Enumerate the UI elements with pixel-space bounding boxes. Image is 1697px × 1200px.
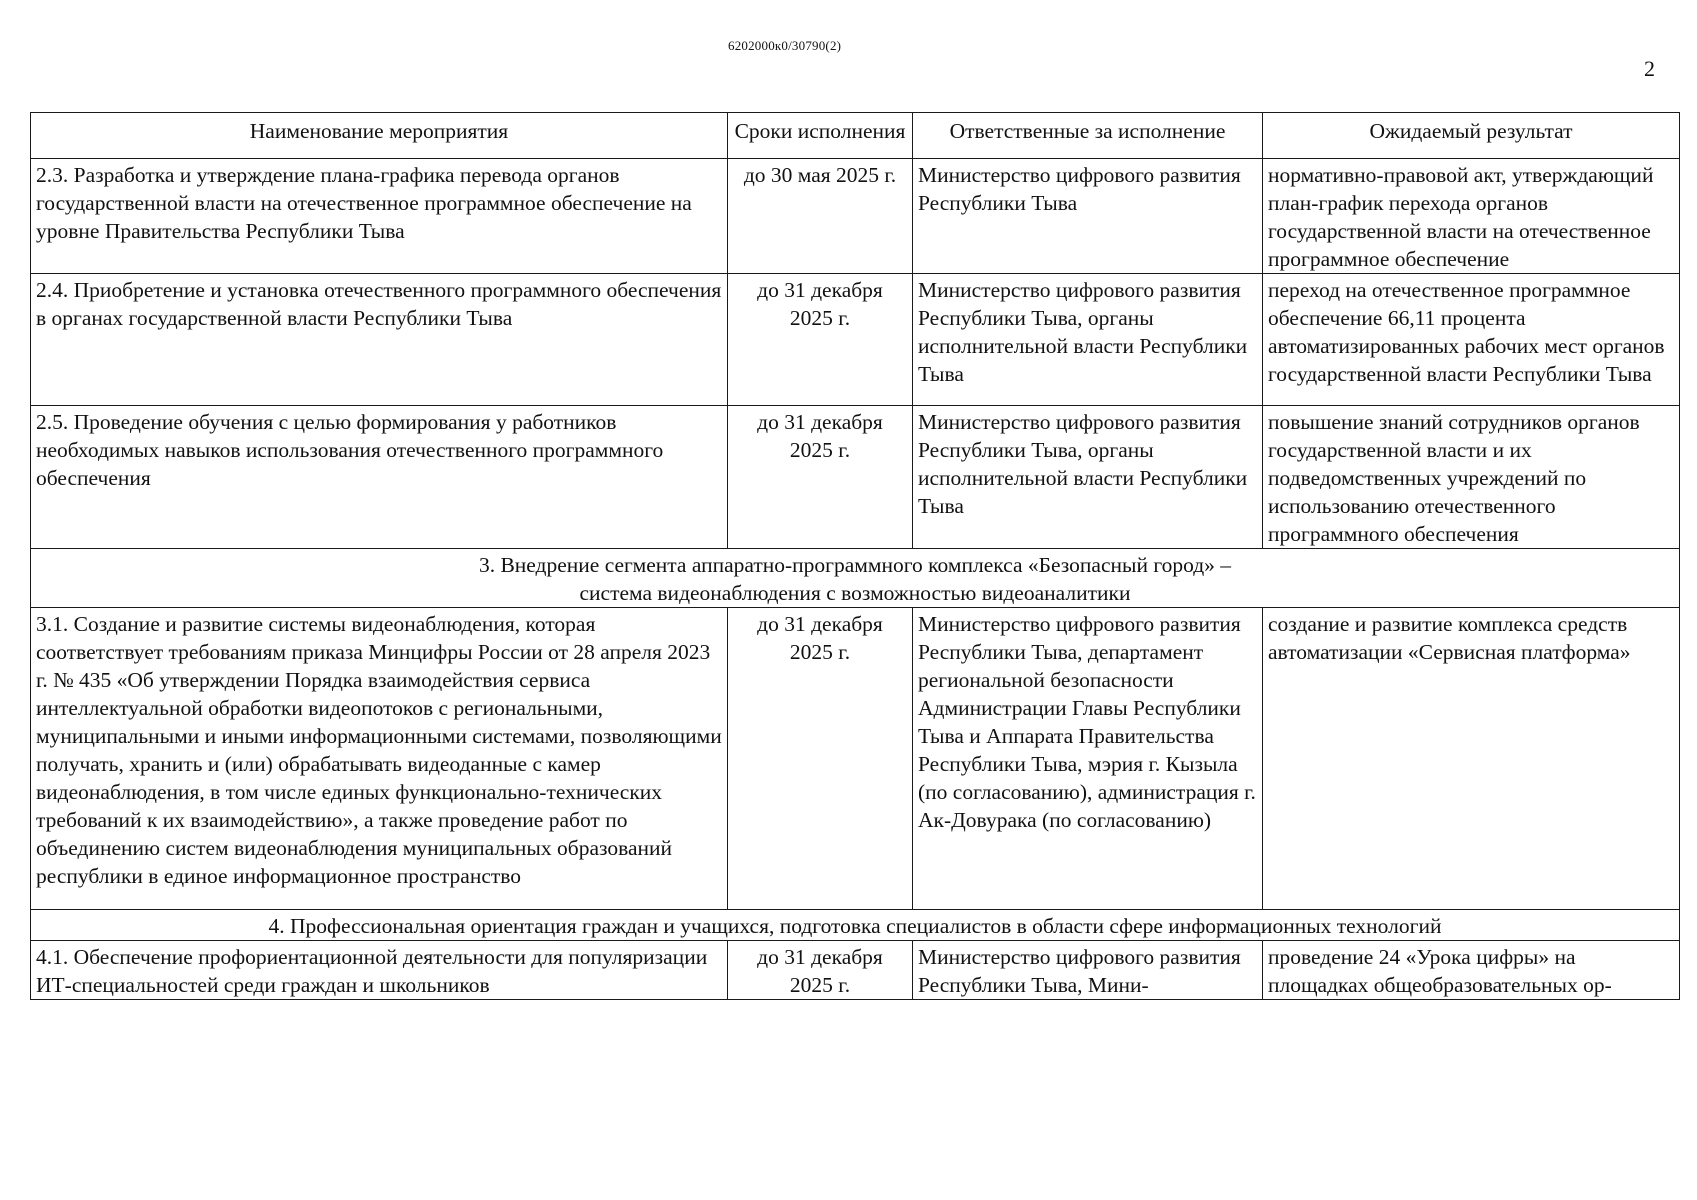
cell-result: проведение 24 «Урока цифры» на площадках общеобразовательных ор- [1263, 941, 1680, 1000]
cell-result: нормативно-правовой акт, утверждающий план-график перехода органов государственной власти на отечественное программное обеспечение [1263, 159, 1680, 274]
cell-responsible: Министерство цифрового развития Республики Тыва, органы исполнительной власти Республики Тыва [913, 274, 1263, 406]
section-heading-line: 3. Внедрение сегмента аппаратно-программного комплекса «Безопасный город» – [478, 553, 1232, 577]
table-row [31, 608, 1680, 910]
header-name: Наименование мероприятия [31, 113, 728, 159]
measures-table [30, 112, 1680, 1000]
header-result: Ожидаемый результат [1263, 113, 1680, 159]
cell-name: 2.4. Приобретение и установка отечественного программного обеспечения в органах государственной власти Республики Тыва [31, 274, 728, 406]
table-header-row [31, 113, 1680, 159]
cell-deadline: до 31 декабря 2025 г. [728, 608, 913, 910]
cell-result: повышение знаний сотрудников органов государственной власти и их подведомственных учреждений по использованию отечественного программного обеспечения [1263, 406, 1680, 549]
cell-responsible: Министерство цифрового развития Республики Тыва, органы исполнительной власти Республики Тыва [913, 406, 1263, 549]
section-heading [31, 910, 1680, 941]
cell-name: 3.1. Создание и развитие системы видеонаблюдения, которая соответствует требованиям приказа Минцифры России от 28 апреля 2023 г. № 435 «Об утверждении Порядка взаимодействия сервиса интеллектуальной обработки видеопотоков с региональными, муниципальными и иными информационными системами, позволяющими получать, хранить и (или) обрабатывать видеоданные с камер видеонаблюдения, в том числе единых функционально-технических требований к их взаимодействию», а также проведение работ по объединению систем видеонаблюдения муниципальных образований республики в единое информационное пространство [31, 608, 728, 910]
section-heading-line: 4. Профессиональная ориентация граждан и учащихся, подготовка специалистов в области сфере информационных технологий [268, 914, 1442, 938]
section-row [31, 910, 1680, 941]
cell-responsible: Министерство цифрового развития Республики Тыва, Мини- [913, 941, 1263, 1000]
table-row [31, 274, 1680, 406]
table-row [31, 406, 1680, 549]
cell-name: 2.3. Разработка и утверждение плана-графика перевода органов государственной власти на отечественное программное обеспечение на уровне Правительства Республики Тыва [31, 159, 728, 274]
cell-name: 4.1. Обеспечение профориентационной деятельности для популяризации ИТ-специальностей среди граждан и школьников [31, 941, 728, 1000]
header-responsible: Ответственные за исполнение [913, 113, 1263, 159]
page-number: 2 [1644, 56, 1655, 81]
section-heading-line: система видеонаблюдения с возможностью видеоаналитики [579, 581, 1131, 605]
header-deadline: Сроки исполнения [728, 113, 913, 159]
section-heading [31, 549, 1680, 608]
cell-result: переход на отечественное программное обеспечение 66,11 процента автоматизированных рабочих мест органов государственной власти Республики Тыва [1263, 274, 1680, 406]
section-row [31, 549, 1680, 608]
cell-name: 2.5. Проведение обучения с целью формирования у работников необходимых навыков использования отечественного программного обеспечения [31, 406, 728, 549]
document-code: 6202000к0/30790(2) [728, 38, 842, 53]
cell-responsible: Министерство цифрового развития Республики Тыва [913, 159, 1263, 274]
table-row [31, 941, 1680, 1000]
cell-result: создание и развитие комплекса средств автоматизации «Сервисная платформа» [1263, 608, 1680, 910]
cell-deadline: до 30 мая 2025 г. [728, 159, 913, 274]
cell-deadline: до 31 декабря 2025 г. [728, 274, 913, 406]
cell-deadline: до 31 декабря 2025 г. [728, 406, 913, 549]
cell-deadline: до 31 декабря 2025 г. [728, 941, 913, 1000]
table-row [31, 159, 1680, 274]
cell-responsible: Министерство цифрового развития Республики Тыва, департамент региональной безопасности Администрации Главы Республики Тыва и Аппарата Правительства Республики Тыва, мэрия г. Кызыла (по согласованию), администрация г. Ак-Довурака (по согласованию) [913, 608, 1263, 910]
